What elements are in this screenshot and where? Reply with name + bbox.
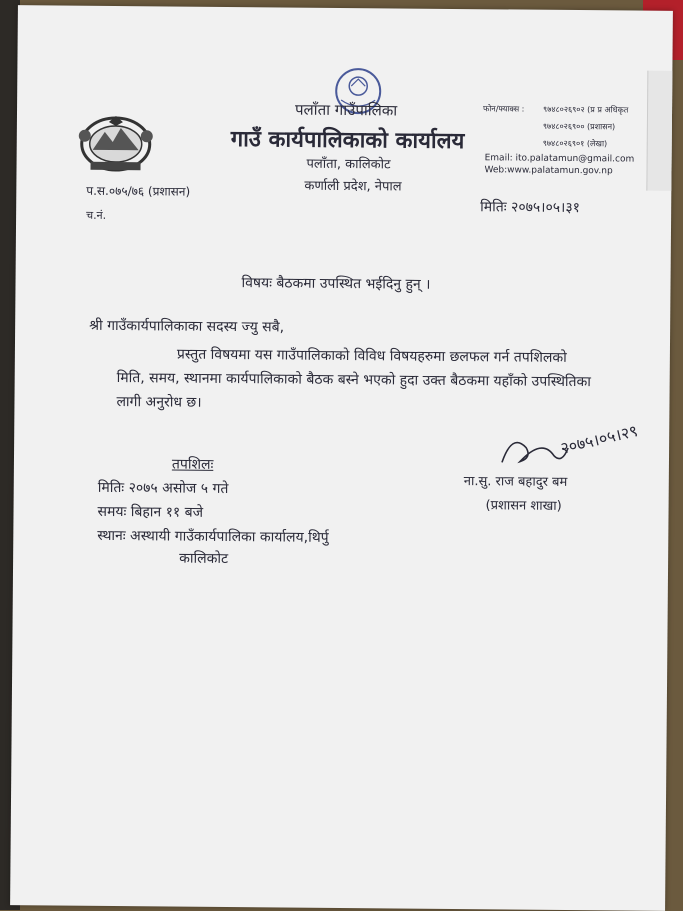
letter-page <box>10 5 673 911</box>
nepal-emblem-icon <box>70 106 161 177</box>
office-title: गाउँ कार्यपालिकाको कार्यालय <box>230 127 465 155</box>
signatory-section: (प्रशासन शाखा) <box>485 498 562 514</box>
email: Email: ito.palatamun@gmail.com <box>484 153 635 165</box>
details-place-line2: कालिकोट <box>179 550 229 568</box>
salutation: श्री गाउँकार्यपालिकाका सदस्य ज्यु सबै, <box>89 317 285 336</box>
website: Web:www.palatamun.gov.np <box>484 165 613 177</box>
letter-date: मितिः २०७५।०५।३१ <box>480 199 580 217</box>
signatory-name: ना.सु. राज बहादुर बम <box>463 474 568 490</box>
subject: विषयः बैठकमा उपस्थित भईदिनु हुन् । <box>241 275 431 293</box>
address-line1: पलाँता, कालिकोट <box>306 156 391 173</box>
details-time: समयः बिहान ११ बजे <box>97 503 204 521</box>
address-line2: कर्णाली प्रदेश, नेपाल <box>304 178 402 195</box>
phone-1: ९७४८०२६९०२ (प्र प्र अधिकृत <box>543 104 629 115</box>
signature-date: २०७५।०५।२९ <box>558 420 640 458</box>
details-place: स्थानः अस्थायी गाउँकार्यपालिका कार्यालय,थिर्पु <box>97 527 329 546</box>
details-heading: तपशिलः <box>171 456 214 473</box>
details-date: मितिः २०७५ असोज ५ गते <box>97 479 229 498</box>
patra-sankhya: प.स.०७५/७६ (प्रशासन) <box>86 183 191 199</box>
paragraph-line3: लागी अनुरोध छ। <box>116 394 202 411</box>
phone-2: ९७४८०२६९०० (प्रशासन) <box>542 121 616 132</box>
municipality-name: पलाँता गाउँपालिका <box>294 100 398 120</box>
phone-label: फोन/फ्याक्स : <box>483 104 525 114</box>
phone-3: ९७४८०२६९०१ (लेखा) <box>542 138 608 149</box>
signature-mark <box>492 417 653 478</box>
paragraph-line2: मिति, समय, स्थानमा कार्यपालिकाको बैठक बस्ने भएको हुदा उक्त बैठकमा यहाँको उपस्थितिका <box>116 370 592 391</box>
paper-edge <box>646 71 672 191</box>
paragraph-line1: प्रस्तुत विषयमा यस गाउँपालिकाको विविध विषयहरुमा छलफल गर्न तपशिलको <box>176 346 567 366</box>
chalani-number: च.नं. <box>86 208 107 222</box>
